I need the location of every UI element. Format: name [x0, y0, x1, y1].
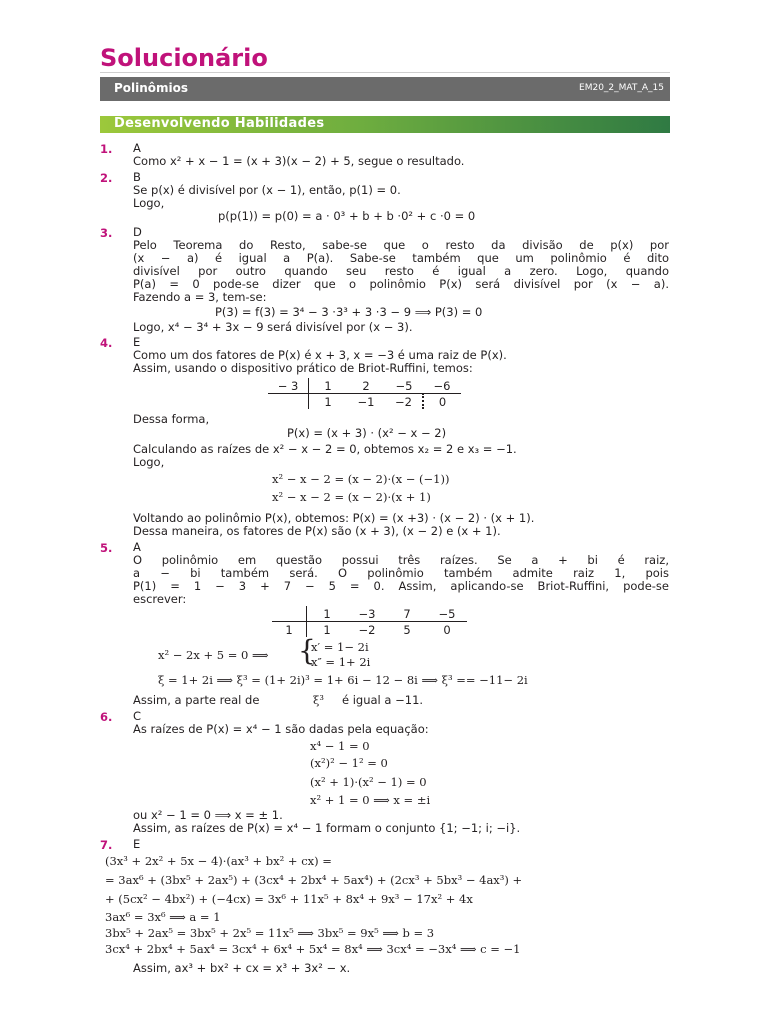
equation: x² − x − 2 = (x − 2)·(x − (−1)) [272, 472, 450, 486]
section-title: Desenvolvendo Habilidades [114, 116, 325, 131]
section-banner [100, 116, 670, 133]
table-cell: 2 [362, 378, 370, 393]
equation: (x² + 1)·(x² − 1) = 0 [310, 775, 427, 789]
document-code: EM20_2_MAT_A_15 [579, 83, 664, 93]
answer-letter: E [133, 335, 141, 349]
solution-text: Assim, as raízes de P(x) = x⁴ − 1 formam o conjunto {1; −1; i; −i}. [133, 821, 521, 835]
table-cell: 1 [307, 606, 348, 622]
table-cell: 1 [307, 622, 348, 638]
table-cell: 1 [309, 394, 348, 410]
solution-text: escrever: [133, 592, 187, 606]
question-number: 6. [100, 710, 113, 724]
solution-text: Assim, usando o dispositivo prático de Briot-Ruffini, temos: [133, 361, 473, 375]
table-cell: 0 [443, 622, 451, 637]
solution-text: Se p(x) é divisível por (x − 1), então, p(1) = 0. [133, 183, 401, 197]
question-number: 1. [100, 142, 113, 156]
answer-letter: D [133, 225, 142, 239]
question-number: 5. [100, 541, 113, 555]
answer-letter: A [133, 141, 141, 155]
equation: x² − x − 2 = (x − 2)·(x + 1) [272, 490, 431, 504]
equation: P(x) = (x + 3) · (x² − x − 2) [287, 426, 447, 440]
equation: 3ax⁶ = 3x⁶ ⟹ a = 1 [105, 910, 221, 924]
equation: x² + 1 = 0 ⟹ x = ±i [310, 793, 431, 807]
equation: ξ = 1+ 2i ⟹ ξ³ = (1+ 2i)³ = 1+ 6i − 12 − 8i ⟹ ξ³ == −11− 2i [158, 673, 528, 687]
solution-text: ou x² − 1 = 0 ⟹ x = ± 1. [133, 808, 283, 822]
title-divider [100, 72, 670, 73]
equation: P(3) = f(3) = 3⁴ − 3 ·3³ + 3 ·3 − 9 ⟹ P(3) = 0 [215, 305, 483, 319]
answer-letter: B [133, 170, 141, 184]
equation: (3x³ + 2x² + 5x − 4)·(ax³ + bx² + cx) = [105, 854, 332, 868]
solution-text: As raízes de P(x) = x⁴ − 1 são dadas pela equação: [133, 722, 429, 736]
equation: x² − 2x + 5 = 0 ⟹ [158, 648, 269, 662]
table-cell: −2 [358, 622, 376, 637]
answer-letter: E [133, 837, 141, 851]
equation: ξ³ [313, 693, 324, 707]
solution-text: Dessa forma, [133, 412, 210, 426]
table-cell: −1 [357, 394, 375, 409]
solution-text: Como um dos fatores de P(x) é x + 3, x = −3 é uma raiz de P(x). [133, 348, 507, 362]
answer-letter: C [133, 709, 142, 723]
solution-text: Calculando as raízes de x² − x − 2 = 0, obtemos x₂ = 2 e x₃ = −1. [133, 442, 517, 456]
solution-text: O polinômio em questão possui três raízes. Se a + bi é raiz, [133, 553, 669, 567]
table-root: 1 [285, 622, 293, 637]
table-cell: 5 [403, 622, 411, 637]
equation: 3cx⁴ + 2bx⁴ + 5ax⁴ = 3cx⁴ + 6x⁴ + 5x⁴ = 8x⁴ ⟹ 3cx⁴ = −3x⁴ ⟹ c = −1 [105, 942, 521, 956]
equation: (x²)² − 1² = 0 [310, 756, 388, 770]
briot-ruffini-table [272, 606, 467, 637]
equation: x′ = 1− 2i [311, 640, 369, 654]
solution-text: (x − a) é igual a P(a). Sabe-se também que um polinômio é dito [133, 251, 669, 265]
page-title: Solucionário [100, 44, 268, 72]
equation: = 3ax⁶ + (3bx⁵ + 2ax⁵) + (3cx⁴ + 2bx⁴ + 5ax⁴) + (2cx³ + 5bx³ − 4ax³) + [105, 873, 523, 887]
solution-text: Logo, [133, 455, 165, 469]
solution-text: P(1) = 1 − 3 + 7 − 5 = 0. Assim, aplicando-se Briot-Ruffini, pode-se [133, 579, 669, 593]
solution-text: P(a) = 0 pode-se dizer que o polinômio P(x) será divisível por (x − a). [133, 277, 669, 291]
table-root: − 3 [277, 378, 299, 393]
equation: 3bx⁵ + 2ax⁵ = 3bx⁵ + 2x⁵ = 11x⁵ ⟹ 3bx⁵ = 9x⁵ ⟹ b = 3 [105, 926, 435, 940]
question-number: 3. [100, 226, 113, 240]
table-cell: −6 [433, 378, 451, 393]
solution-text: Fazendo a = 3, tem-se: [133, 290, 267, 304]
solution-text: é igual a −11. [342, 693, 424, 707]
equation: x″ = 1+ 2i [311, 655, 371, 669]
solution-text: Como x² + x − 1 = (x + 3)(x − 2) + 5, segue o resultado. [133, 154, 465, 168]
solution-text: divisível por outro quando seu resto é igual a zero. Logo, quando [133, 264, 669, 278]
table-cell: 1 [309, 378, 348, 394]
solution-text: Dessa maneira, os fatores de P(x) são (x + 3), (x − 2) e (x + 1). [133, 524, 501, 538]
answer-letter: A [133, 540, 141, 554]
table-cell: −2 [395, 394, 412, 409]
solution-text: Assim, a parte real de [133, 693, 260, 707]
table-cell: −5 [395, 378, 413, 393]
solution-text: Logo, x⁴ − 3⁴ + 3x − 9 será divisível por (x − 3). [133, 320, 413, 334]
equation: x⁴ − 1 = 0 [310, 739, 370, 753]
solution-text: Pelo Teorema do Resto, sabe-se que o resto da divisão de p(x) por [133, 238, 669, 252]
solution-text: a − bi também será. O polinômio também admite raiz 1, pois [133, 566, 669, 580]
equation: p(p(1)) = p(0) = a · 0³ + b + b ·0² + c ·0 = 0 [218, 209, 476, 223]
solution-text: Voltando ao polinômio P(x), obtemos: P(x) = (x +3) · (x − 2) · (x + 1). [133, 511, 535, 525]
briot-ruffini-table [268, 378, 461, 409]
question-number: 7. [100, 838, 113, 852]
table-cell: −3 [358, 606, 376, 621]
topic-bar [100, 77, 670, 101]
question-number: 2. [100, 171, 113, 185]
equation: + (5cx² − 4bx²) + (−4cx) = 3x⁶ + 11x⁵ + 8x⁴ + 9x³ − 17x² + 4x [105, 892, 473, 906]
question-number: 4. [100, 336, 113, 350]
solution-text: Assim, ax³ + bx² + cx = x³ + 3x² − x. [133, 961, 351, 975]
table-cell: 7 [403, 606, 411, 621]
table-cell: −5 [438, 606, 456, 621]
solution-text: Logo, [133, 196, 165, 210]
brace-symbol: { [298, 634, 316, 667]
topic-label: Polinômios [114, 81, 189, 95]
table-rest: 0 [423, 394, 461, 410]
